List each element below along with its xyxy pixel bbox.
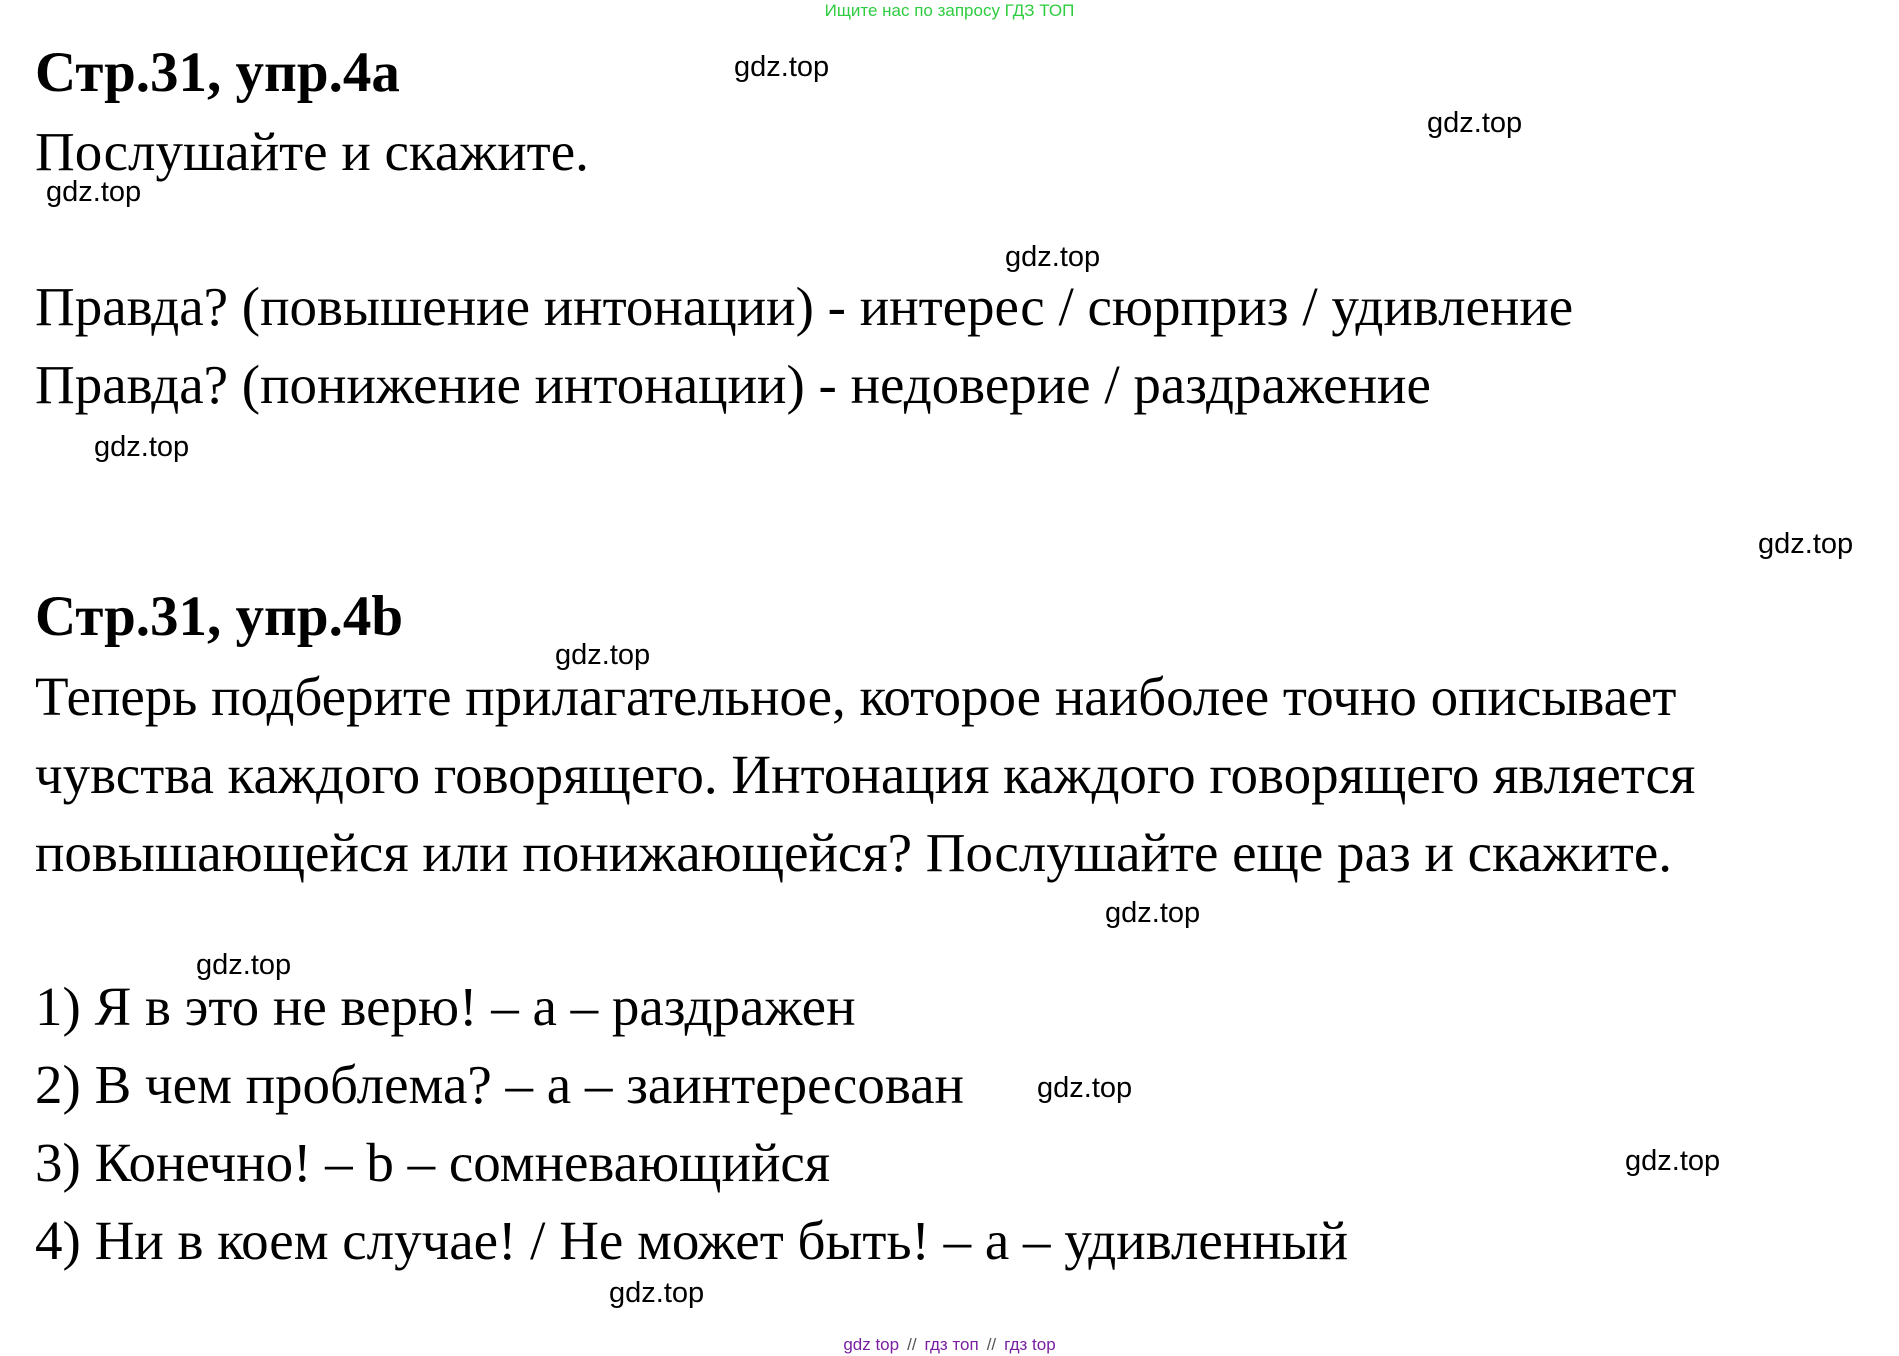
section-a-line-2: Правда? (понижение интонации) - недоверие / раздражение	[35, 354, 1431, 415]
footer-separator: //	[986, 1335, 997, 1354]
watermark: gdz.top	[46, 176, 142, 208]
watermark: gdz.top	[1758, 528, 1854, 560]
footer-link-gdz-top-mixed[interactable]: гдз top	[1004, 1335, 1056, 1354]
section-a-line-1: Правда? (повышение интонации) - интерес / сюрприз / удивление	[35, 276, 1574, 337]
section-a-instruction: Послушайте и скажите.	[35, 121, 589, 182]
watermark: gdz.top	[734, 51, 830, 83]
watermark: gdz.top	[1005, 241, 1101, 273]
watermark: gdz.top	[555, 639, 651, 671]
footer-links	[0, 1334, 1899, 1356]
section-b-instruction-line-2: чувства каждого говорящего. Интонация каждого говорящего является	[35, 744, 1696, 805]
watermark: gdz.top	[196, 949, 292, 981]
watermark: gdz.top	[1037, 1072, 1133, 1104]
answer-item-2: 2) В чем проблема? – a – заинтересован	[35, 1054, 964, 1115]
footer-separator: //	[907, 1335, 917, 1354]
answer-item-1: 1) Я в это не верю! – a – раздражен	[35, 976, 856, 1037]
section-b-instruction-line-1: Теперь подберите прилагательное, которое наиболее точно описывает	[35, 666, 1677, 727]
footer-link-gdz-top-ru[interactable]: гдз топ	[924, 1335, 979, 1354]
section-a-heading: Стр.31, упр.4a	[35, 41, 400, 104]
top-banner[interactable]: Ищите нас по запросу ГДЗ ТОП	[824, 1, 1075, 20]
answer-item-3: 3) Конечно! – b – сомневающийся	[35, 1132, 831, 1193]
watermark: gdz.top	[1427, 107, 1523, 139]
watermark: gdz.top	[609, 1277, 705, 1309]
watermark: gdz.top	[94, 431, 190, 463]
watermark: gdz.top	[1105, 897, 1201, 929]
section-b-heading: Стр.31, упр.4b	[35, 585, 404, 648]
answer-item-4: 4) Ни в коем случае! / Не может быть! – a – удивленный	[35, 1210, 1349, 1271]
watermark: gdz.top	[1625, 1145, 1721, 1177]
section-b-instruction-line-3: повышающейся или понижающейся? Послушайте еще раз и скажите.	[35, 822, 1672, 883]
footer-link-gdz-top[interactable]: gdz top	[843, 1335, 900, 1354]
